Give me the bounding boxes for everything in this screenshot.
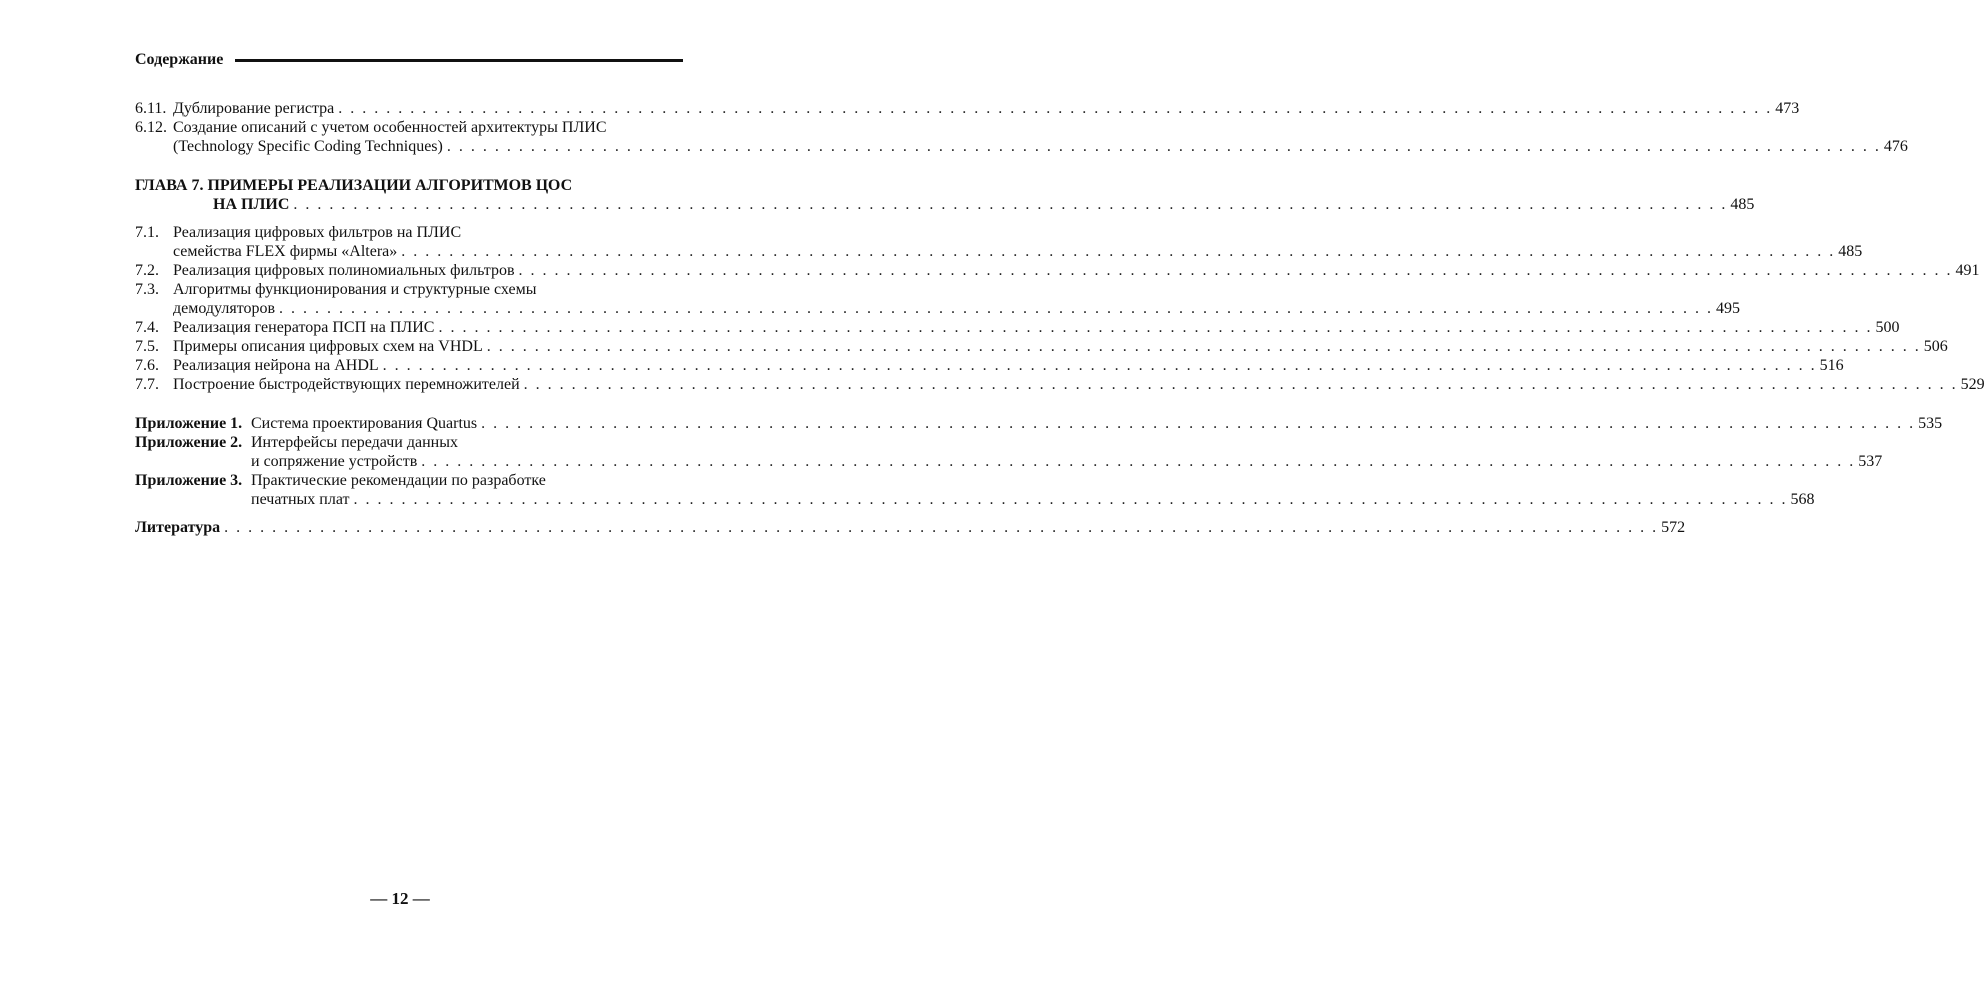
toc-entry-title: и сопряжение устройств — [251, 453, 418, 470]
toc-entry-title: (Technology Specific Coding Techniques) — [173, 138, 443, 155]
toc-entry-title: печатных плат — [251, 491, 350, 508]
toc-entry-title: Реализация цифровых фильтров на ПЛИС — [173, 224, 462, 241]
toc-entry-line — [135, 242, 1863, 261]
toc-entry-title: Алгоритмы функционирования и структурные схемы — [173, 281, 537, 298]
toc-page-number: 495 — [1716, 300, 1741, 317]
toc-leader-line — [173, 99, 1800, 118]
running-header — [135, 50, 683, 70]
toc-entry-line — [135, 261, 1980, 280]
toc-entry-title: Литература — [135, 519, 221, 536]
spacer — [135, 394, 680, 414]
section-number: 7.5. — [135, 338, 159, 355]
toc-leader-line — [251, 452, 1883, 471]
toc-entry-title: Примеры описания цифровых схем на VHDL — [173, 338, 483, 355]
section-number: 7.3. — [135, 281, 159, 298]
toc-entry-title: семейства FLEX фирмы «Altera» — [173, 243, 398, 260]
dot-leader: . . . . . . . . . . . . . . . . . . . . . . . . . . . . . . . . . . . . . . . . . . . . . . . . . . . . . . . . . . . . . . . . . . . . . . . . . . . . . . . . . . . . . . . . . . . . . . . . . . . . . . . . . . . . . . . . . . . . . . . . — [401, 243, 1836, 260]
toc-page-number: 537 — [1858, 453, 1883, 470]
toc-leader-line — [135, 518, 1686, 537]
dot-leader: . . . . . . . . . . . . . . . . . . . . . . . . . . . . . . . . . . . . . . . . . . . . . . . . . . . . . . . . . . . . . . . . . . . . . . . . . . . . . . . . . . . . . . . . . . . . . . . . . . . . . . . . . . . . . . . . . . . . . . . . — [518, 262, 1953, 279]
toc-entry-line — [135, 518, 1686, 537]
toc-leader-line — [173, 242, 1863, 261]
toc-entry-line — [135, 414, 1943, 433]
chapter-title: НА ПЛИС — [213, 196, 290, 213]
toc-entry-line — [135, 118, 680, 137]
toc-entry-line — [135, 471, 680, 490]
chapter-heading — [135, 195, 1755, 214]
toc-page-number: 491 — [1955, 262, 1980, 279]
toc-entry-line — [135, 99, 1800, 118]
toc-entry-title: Построение быстродействующих перемножителей — [173, 376, 520, 393]
toc-entry-line — [135, 299, 1741, 318]
header-title: Содержание — [135, 50, 227, 70]
dot-leader: . . . . . . . . . . . . . . . . . . . . . . . . . . . . . . . . . . . . . . . . . . . . . . . . . . . . . . . . . . . . . . . . . . . . . . . . . . . . . . . . . . . . . . . . . . . . . . . . . . . . . . . . . . . . . . . . . . . . . . . . — [481, 415, 1916, 432]
section-number: 7.1. — [135, 224, 159, 241]
spacer — [135, 214, 680, 223]
toc-entry-line — [135, 433, 680, 452]
spacer — [135, 509, 680, 518]
dot-leader: . . . . . . . . . . . . . . . . . . . . . . . . . . . . . . . . . . . . . . . . . . . . . . . . . . . . . . . . . . . . . . . . . . . . . . . . . . . . . . . . . . . . . . . . . . . . . . . . . . . . . . . . . . . . . . . . . . . . . . . . — [438, 319, 1873, 336]
toc-entry-title: Реализация нейрона на AHDL — [173, 357, 379, 374]
toc-entry-line — [135, 490, 1815, 509]
dot-leader: . . . . . . . . . . . . . . . . . . . . . . . . . . . . . . . . . . . . . . . . . . . . . . . . . . . . . . . . . . . . . . . . . . . . . . . . . . . . . . . . . . . . . . . . . . . . . . . . . . . . . . . . . . . . . . . . . . . . . . . . — [338, 100, 1773, 117]
chapter-heading — [135, 176, 680, 195]
toc-entry-line — [135, 280, 680, 299]
toc-leader-line — [173, 299, 1741, 318]
dot-leader: . . . . . . . . . . . . . . . . . . . . . . . . . . . . . . . . . . . . . . . . . . . . . . . . . . . . . . . . . . . . . . . . . . . . . . . . . . . . . . . . . . . . . . . . . . . . . . . . . . . . . . . . . . . . . . . . . . . . . . . . — [224, 519, 1659, 536]
dot-leader: . . . . . . . . . . . . . . . . . . . . . . . . . . . . . . . . . . . . . . . . . . . . . . . . . . . . . . . . . . . . . . . . . . . . . . . . . . . . . . . . . . . . . . . . . . . . . . . . . . . . . . . . . . . . . . . . . . . . . . . . — [486, 338, 1921, 355]
toc-page-number: 516 — [1819, 357, 1844, 374]
dot-leader: . . . . . . . . . . . . . . . . . . . . . . . . . . . . . . . . . . . . . . . . . . . . . . . . . . . . . . . . . . . . . . . . . . . . . . . . . . . . . . . . . . . . . . . . . . . . . . . . . . . . . . . . . . . . . . . . . . . . . . . . — [353, 491, 1788, 508]
toc-entry-line — [135, 318, 1900, 337]
toc-page-number: 572 — [1661, 519, 1686, 536]
section-number: 7.2. — [135, 262, 159, 279]
toc-leader-line — [213, 195, 1755, 214]
toc-page-number: 506 — [1923, 338, 1948, 355]
toc-page-number: 485 — [1838, 243, 1863, 260]
toc-leader-line — [173, 337, 1948, 356]
chapter-title: ГЛАВА 7. ПРИМЕРЫ РЕАЛИЗАЦИИ АЛГОРИТМОВ ЦОС — [135, 177, 573, 194]
toc-leader-line — [173, 356, 1844, 375]
page-number: — 12 — — [370, 889, 430, 908]
toc-entry-title: Практические рекомендации по разработке — [251, 472, 546, 489]
appendix-label: Приложение 3. — [135, 472, 243, 489]
dot-leader: . . . . . . . . . . . . . . . . . . . . . . . . . . . . . . . . . . . . . . . . . . . . . . . . . . . . . . . . . . . . . . . . . . . . . . . . . . . . . . . . . . . . . . . . . . . . . . . . . . . . . . . . . . . . . . . . . . . . . . . . — [421, 453, 1856, 470]
toc-entry-line — [135, 356, 1844, 375]
toc-entry-line — [135, 375, 1985, 394]
toc-entry-title: Реализация генератора ПСП на ПЛИС — [173, 319, 435, 336]
toc-leader-line — [251, 414, 1943, 433]
spacer — [135, 156, 680, 176]
toc-entry-title: Система проектирования Quartus — [251, 415, 478, 432]
toc-leader-line — [173, 137, 1908, 156]
toc-entry-title: Дублирование регистра — [173, 100, 335, 117]
header-rule — [235, 59, 683, 62]
toc-leader-line — [173, 261, 1980, 280]
toc-page-number: 568 — [1790, 491, 1815, 508]
dot-leader: . . . . . . . . . . . . . . . . . . . . . . . . . . . . . . . . . . . . . . . . . . . . . . . . . . . . . . . . . . . . . . . . . . . . . . . . . . . . . . . . . . . . . . . . . . . . . . . . . . . . . . . . . . . . . . . . . . . . . . . . — [382, 357, 1817, 374]
toc-entry-line — [135, 223, 680, 242]
section-number: 7.6. — [135, 357, 159, 374]
dot-leader: . . . . . . . . . . . . . . . . . . . . . . . . . . . . . . . . . . . . . . . . . . . . . . . . . . . . . . . . . . . . . . . . . . . . . . . . . . . . . . . . . . . . . . . . . . . . . . . . . . . . . . . . . . . . . . . . . . . . . . . . — [523, 376, 1958, 393]
toc-entry-title: Реализация цифровых полиномиальных фильтров — [173, 262, 515, 279]
appendix-label: Приложение 2. — [135, 434, 243, 451]
appendix-label: Приложение 1. — [135, 415, 243, 432]
toc-leader-line — [173, 318, 1900, 337]
toc-entry-title: Создание описаний с учетом особенностей архитектуры ПЛИС — [173, 119, 607, 136]
toc-page-number: 500 — [1875, 319, 1900, 336]
toc-page-number: 476 — [1883, 138, 1908, 155]
toc-leader-line — [173, 375, 1985, 394]
toc-page-number: 485 — [1730, 196, 1755, 213]
toc-entry-line — [135, 452, 1883, 471]
toc-leader-line — [251, 490, 1815, 509]
toc-page-number: 529 — [1960, 376, 1985, 393]
table-of-contents — [135, 99, 1985, 537]
toc-page-number: 535 — [1918, 415, 1943, 432]
dot-leader: . . . . . . . . . . . . . . . . . . . . . . . . . . . . . . . . . . . . . . . . . . . . . . . . . . . . . . . . . . . . . . . . . . . . . . . . . . . . . . . . . . . . . . . . . . . . . . . . . . . . . . . . . . . . . . . . . . . . . . . . — [279, 300, 1714, 317]
toc-page-number: 473 — [1775, 100, 1800, 117]
toc-entry-title: демодуляторов — [173, 300, 276, 317]
section-number: 7.7. — [135, 376, 159, 393]
dot-leader: . . . . . . . . . . . . . . . . . . . . . . . . . . . . . . . . . . . . . . . . . . . . . . . . . . . . . . . . . . . . . . . . . . . . . . . . . . . . . . . . . . . . . . . . . . . . . . . . . . . . . . . . . . . . . . . . . . . . . . . . — [446, 138, 1881, 155]
toc-entry-line — [135, 337, 1948, 356]
section-number: 6.12. — [135, 119, 167, 136]
section-number: 6.11. — [135, 100, 167, 117]
section-number: 7.4. — [135, 319, 159, 336]
toc-entry-line — [135, 137, 1908, 156]
dot-leader: . . . . . . . . . . . . . . . . . . . . . . . . . . . . . . . . . . . . . . . . . . . . . . . . . . . . . . . . . . . . . . . . . . . . . . . . . . . . . . . . . . . . . . . . . . . . . . . . . . . . . . . . . . . . . . . . . . . . . . . . — [293, 196, 1728, 213]
toc-entry-title: Интерфейсы передачи данных — [251, 434, 458, 451]
